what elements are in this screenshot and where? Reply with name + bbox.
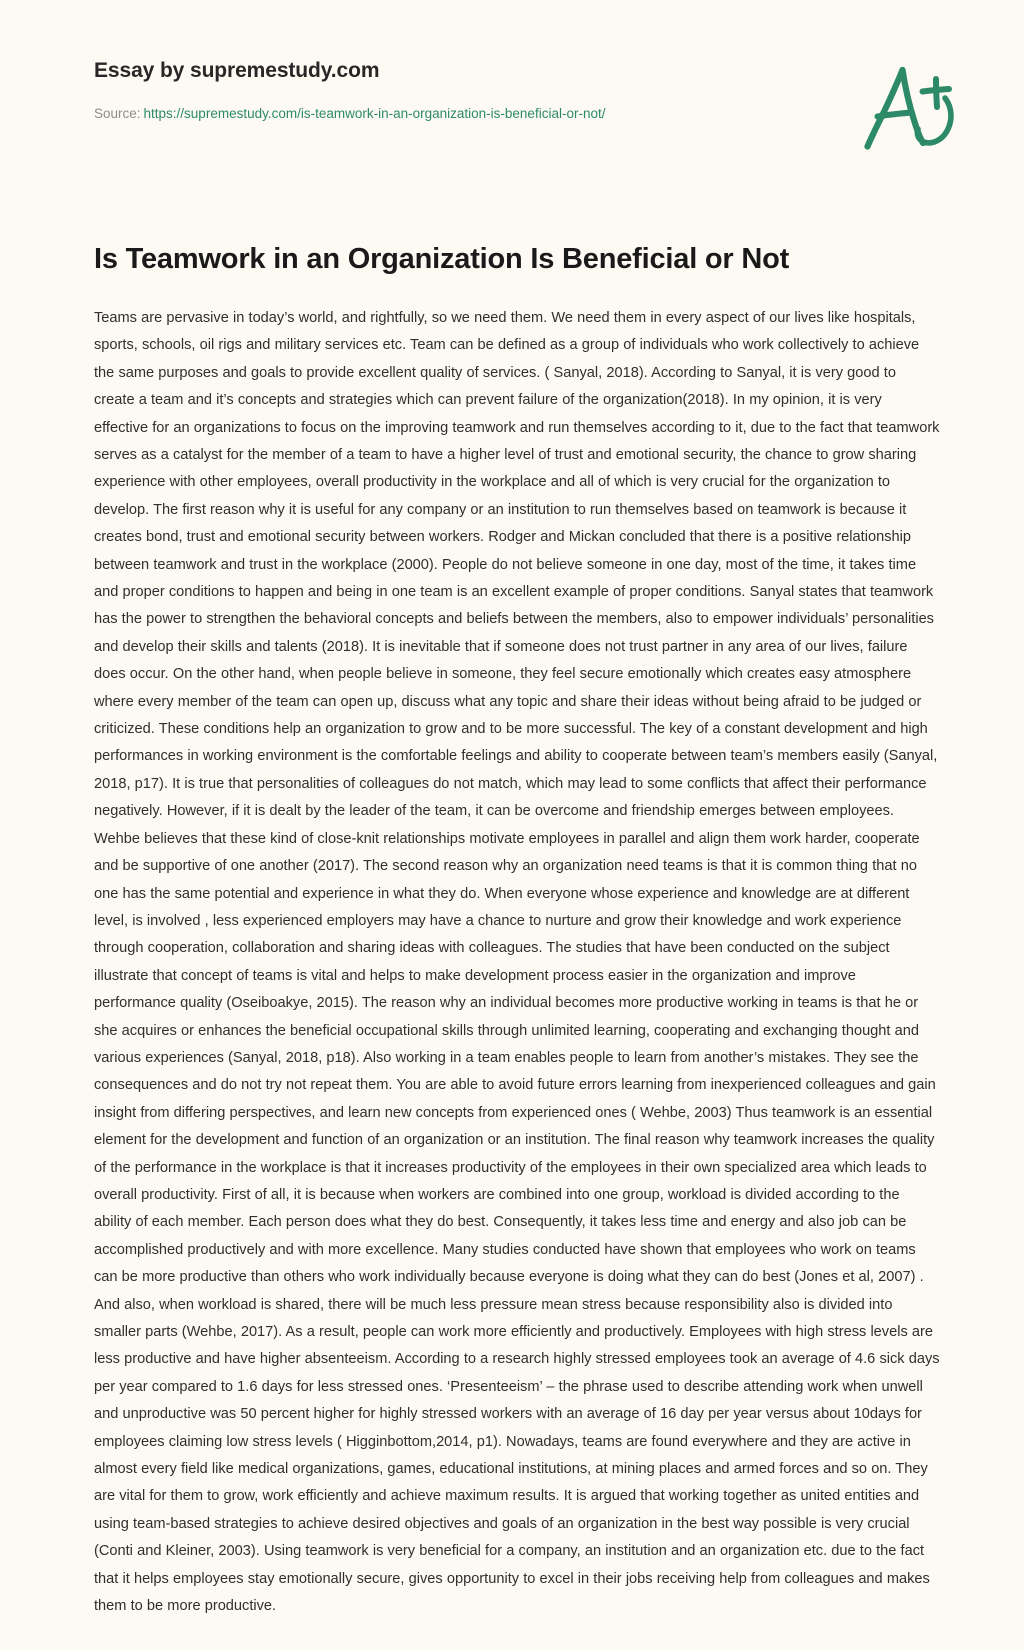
- source-label: Source:: [94, 106, 141, 122]
- page-title: Is Teamwork in an Organization Is Beneficial or Not: [94, 242, 790, 275]
- brand-byline: Essay by supremestudy.com: [94, 59, 380, 82]
- article-body: [0, 277, 1024, 1650]
- essay-paragraph: Teams are pervasive in today’s world, and rightfully, so we need them. We need them in every aspect of our lives like hospitals, sports, schools, oil rigs and military services etc. Team can be defined as a group of individuals who work collectively to achieve the same purposes and goals to provide excellent quality of services. ( Sanyal, 2018). According to Sanyal, it is very good to create a team and it’s concepts and strategies which can prevent failure of the organization(2018). In my opinion, it is very effective for an organizations to focus on the improving teamwork and run themselves according to it, due to the fact that teamwork serves as a catalyst for the member of a team to have a higher level of trust and emotional security, the chance to grow sharing experience with other employees, overall productivity in the workplace and all of which is very crucial for the organization to develop. The first reason why it is useful for any company or an institution to run themselves based on teamwork is because it creates bond, trust and emotional security between workers. Rodger and Mickan concluded that there is a positive relationship between teamwork and trust in the workplace (2000). People do not believe someone in one day, most of the time, it takes time and proper conditions to happen and being in one team is an excellent example of proper conditions. Sanyal states that teamwork has the power to strengthen the behavioral concepts and beliefs between the members, also to empower individuals’ personalities and develop their skills and talents (2018). It is inevitable that if someone does not trust partner in any area of our lives, failure does occur. On the other hand, when people believe in someone, they feel secure emotionally which creates easy atmosphere where every member of the team can open up, discuss what any topic and share their ideas without being afraid to be judged or criticized. These conditions help an organization to grow and to be more successful. The key of a constant development and high performances in working environment is the comfortable feelings and ability to cooperate between team’s members easily (Sanyal, 2018, p17). It is true that personalities of colleagues do not match, which may lead to some conflicts that affect their performance negatively. However, if it is dealt by the leader of the team, it can be overcome and friendship emerges between employees. Wehbe believes that these kind of close-knit relationships motivate employees in parallel and align them work harder, cooperate and be supportive of one another (2017). The second reason why an organization need teams is that it is common thing that no one has the same potential and experience in what they do. When everyone whose experience and knowledge are at different level, is involved , less experienced employers may have a chance to nurture and grow their knowledge and work experience through cooperation, collaboration and sharing ideas with colleagues. The studies that have been conducted on the subject illustrate that concept of teams is vital and helps to make development process easier in the organization and improve performance quality (Oseiboakye, 2015). The reason why an individual becomes more productive working in teams is that he or she acquires or enhances the beneficial occupational skills through unlimited learning, cooperating and exchanging thought and various experiences (Sanyal, 2018, p18). Also working in a team enables people to learn from another’s mistakes. They see the consequences and do not try not repeat them. You are able to avoid future errors learning from inexperienced colleagues and gain insight from differing perspectives, and learn new concepts from experienced ones ( Wehbe, 2003) Thus teamwork is an essential element for the development and function of an organization or an institution. The final reason why teamwork increases the quality of the performance in the workplace is that it increases productivity of the employees in their own specialized area which leads to overall productivity. First of all, it is because when workers are combined into one group, workload is divided according to the ability of each member. Each person does what they do best. Consequently, it takes less time and energy and also job can be accomplished productively and with more excellence. Many studies conducted have shown that employees who work on teams can be more productive than others who work individually because everyone is doing what they can do best (Jones et al, 2007) . And also, when workload is shared, there will be much less pressure mean stress because responsibility also is divided into smaller parts (Wehbe, 2017). As a result, people can work more efficiently and productively. Employees with high stress levels are less productive and have higher absenteeism. According to a research highly stressed employees took an average of 4.6 sick days per year compared to 1.6 days for less stressed ones. ‘Presenteeism’ – the phrase used to describe attending work when unwell and unproductive was 50 percent higher for highly stressed workers with an average of 16 day per year versus about 10days for employees claiming low stress levels ( Higginbottom,2014, p1). Nowadays, teams are found everywhere and they are active in almost every field like medical organizations, games, educational institutions, at mining places and armed forces and so on. They are vital for them to grow, work efficiently and achieve maximum results. It is argued that working together as united entities and using team-based strategies to achieve desired objectives and goals of an organization in the best way possible is very crucial (Conti and Kleiner, 2003). Using teamwork is very beneficial for a company, an institution and an organization etc. due to the fact that it helps employees stay emotionally secure, gives opportunity to excel in their jobs receiving help from colleagues and makes them to be more productive.: [94, 309, 940, 1615]
- source-url-link[interactable]: https://supremestudy.com/is-teamwork-in-an-organization-is-beneficial-or-not/: [143, 106, 606, 122]
- page-header: [0, 0, 1024, 123]
- source-line: [94, 105, 960, 123]
